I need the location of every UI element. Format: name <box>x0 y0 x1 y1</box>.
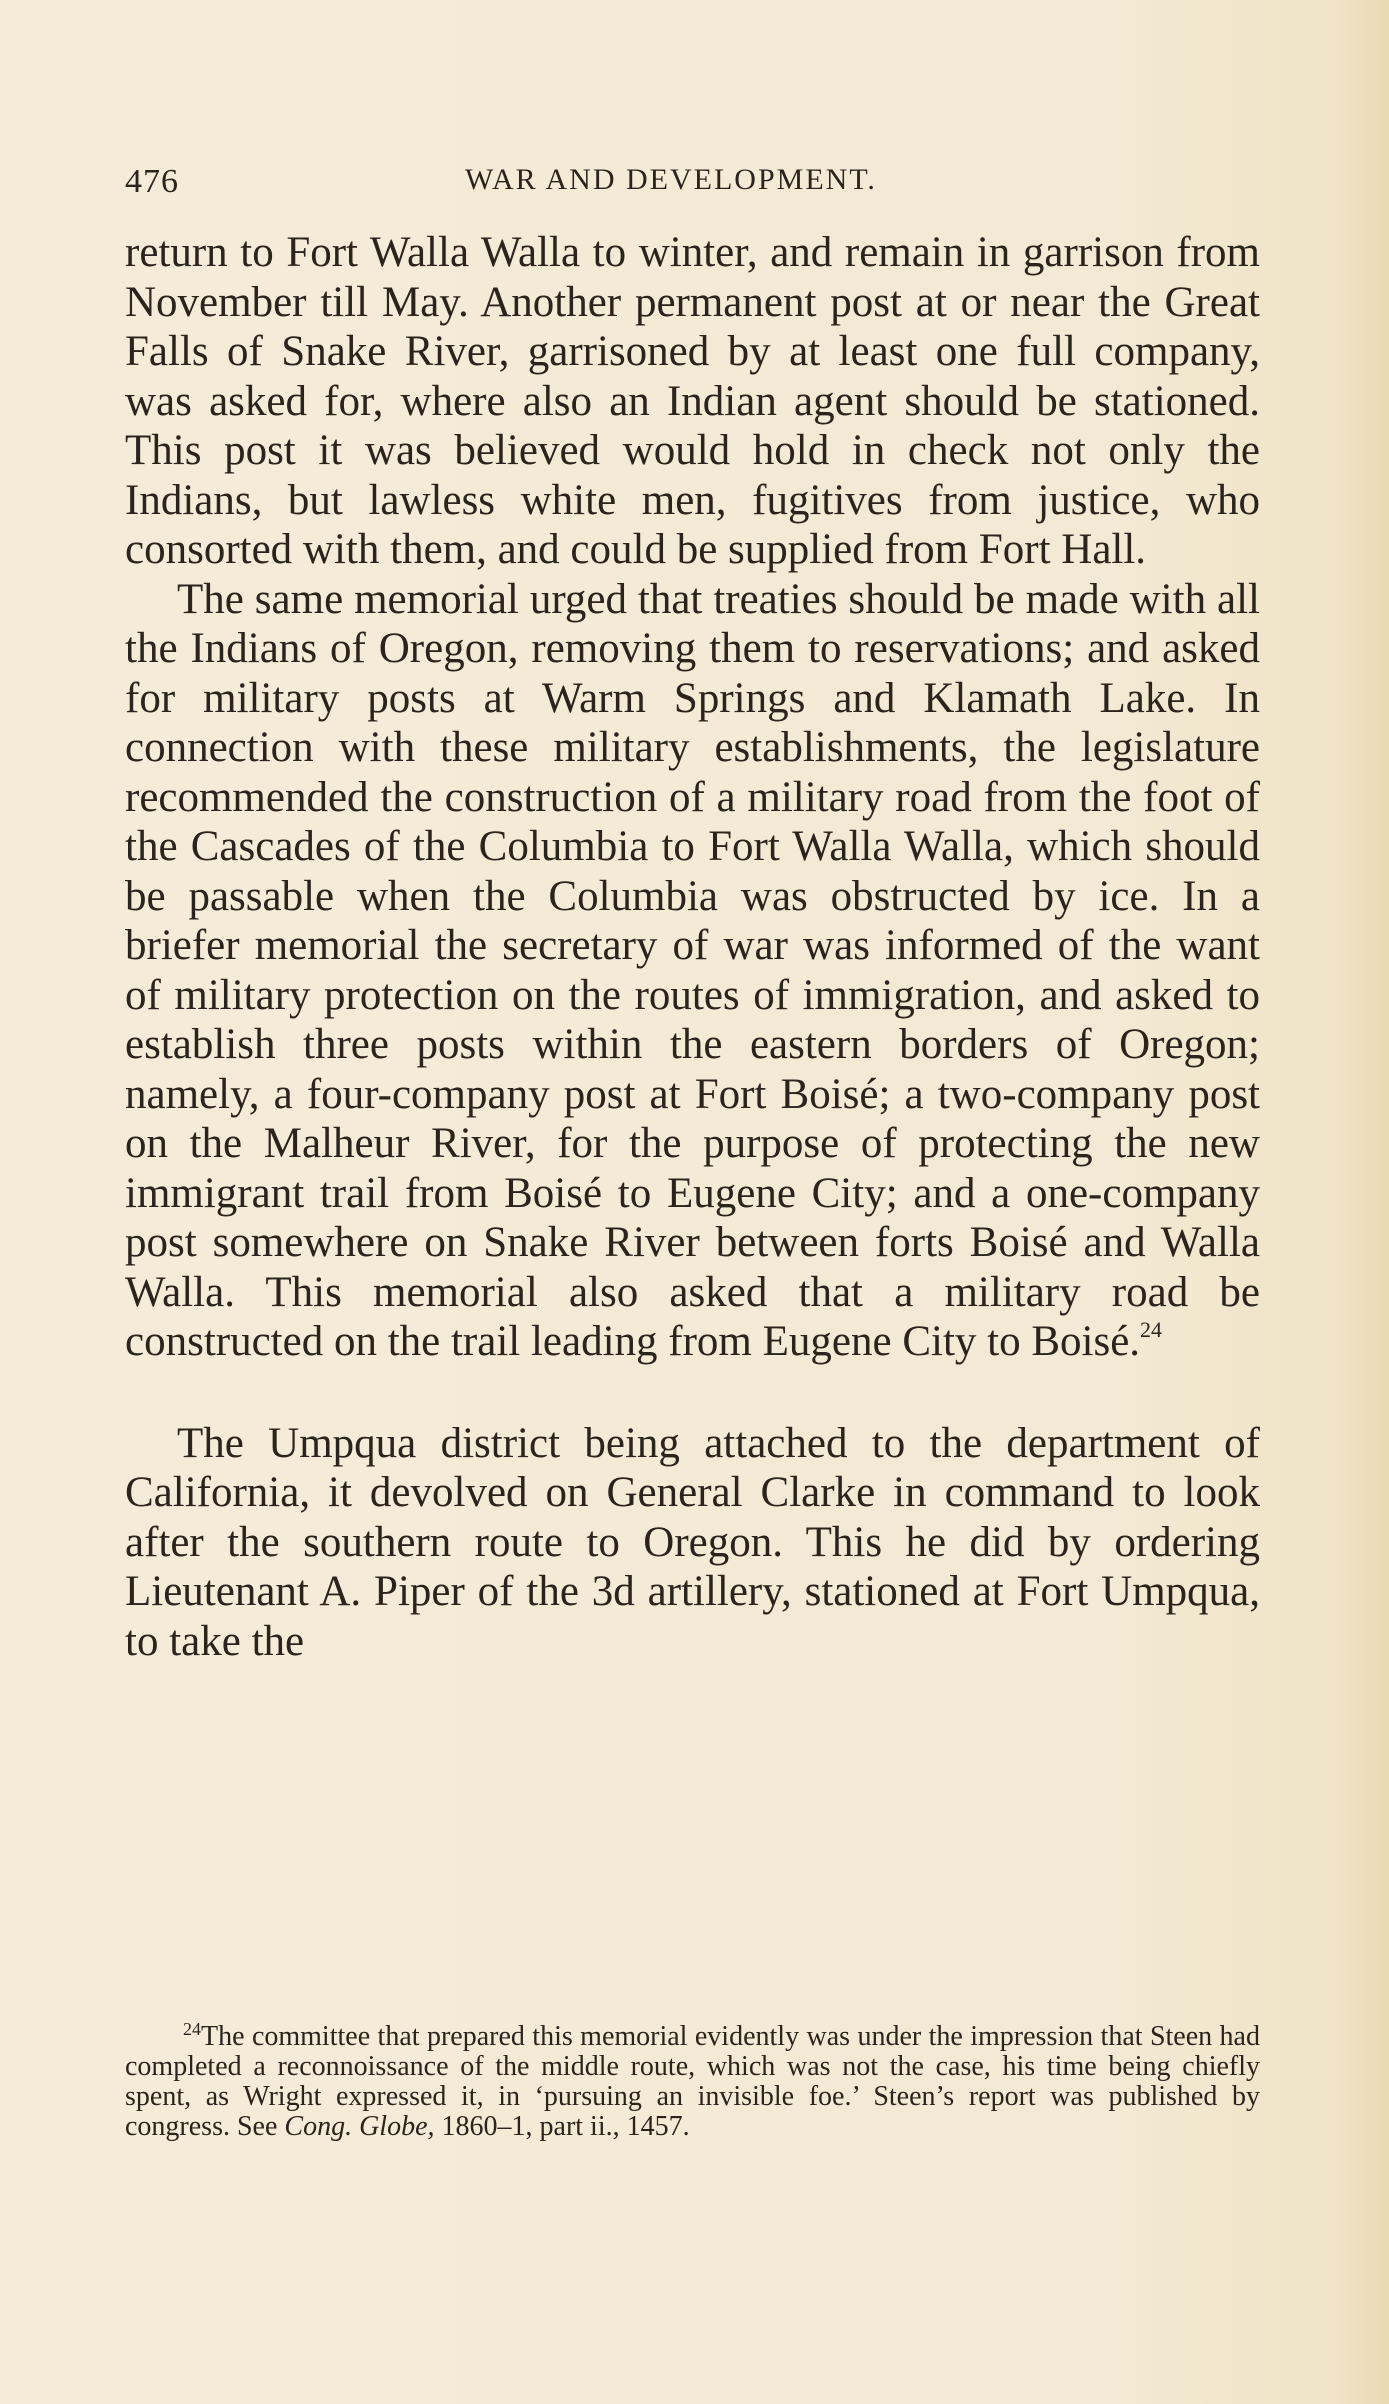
footnote-text: The committee that prepared this memorial evidently was under the impression that Steen had completed a reconnoissance of the middle route, which was not the case, his time being chiefly spent, as Wright expressed it, in ‘pursuing an invisible foe.’ Steen’s report was published by congress. See <box>125 2021 1260 2142</box>
footnote-citation: Cong. Globe, <box>284 2111 435 2142</box>
paragraph: return to Fort Walla Walla to winter, and remain in garrison from November till May. Another permanent post at or near the Great Falls of Snake River, garrisoned by at least one full company, was asked for, where also an Indian agent should be stationed. This post it was believed would hold in check not only the Indians, but lawless white men, fugitives from justice, who consorted with them, and could be supplied from Fort Hall. <box>125 229 1260 573</box>
running-head: WAR AND DEVELOPMENT. <box>465 163 877 196</box>
footnote-reference: 24 <box>1140 1317 1163 1342</box>
body-text <box>125 228 1260 1666</box>
page-header <box>125 148 1260 208</box>
footnote-text-end: 1860–1, part ii., 1457. <box>434 2111 690 2142</box>
footnote-mark: 24 <box>183 2019 201 2039</box>
paragraph <box>125 575 1260 1367</box>
paragraph-text: The same memorial urged that treaties should be made with all the Indians of Oregon, removing them to reservations; and asked for military posts at Warm Springs and Klamath Lake. In connection with these military establishments, the legislature recommended the construction of a military road from the foot of the Cascades of the Columbia to Fort Walla Walla, which should be passable when the Columbia was obstructed by ice. In a briefer memorial the secretary of war was informed of the want of military protection on the routes of immigration, and asked to establish three posts within the eastern borders of Oregon; namely, a four-company post at Fort Boisé; a two-company post on the Malheur River, for the purpose of protecting the new immigrant trail from Boisé to Eugene City; and a one-company post somewhere on Snake River between forts Boisé and Walla Walla. This memorial also asked that a military road be constructed on the trail leading from Eugene City to Boisé. <box>125 575 1260 1365</box>
page-number: 476 <box>125 163 179 200</box>
footnote <box>125 2019 1260 2142</box>
paragraph: The Umpqua district being attached to the department of California, it devolved on General Clarke in command to look after the southern route to Oregon. This he did by ordering Lieutenant A. Piper of the 3d artillery, stationed at Fort Umpqua, to take the <box>125 1419 1260 1665</box>
